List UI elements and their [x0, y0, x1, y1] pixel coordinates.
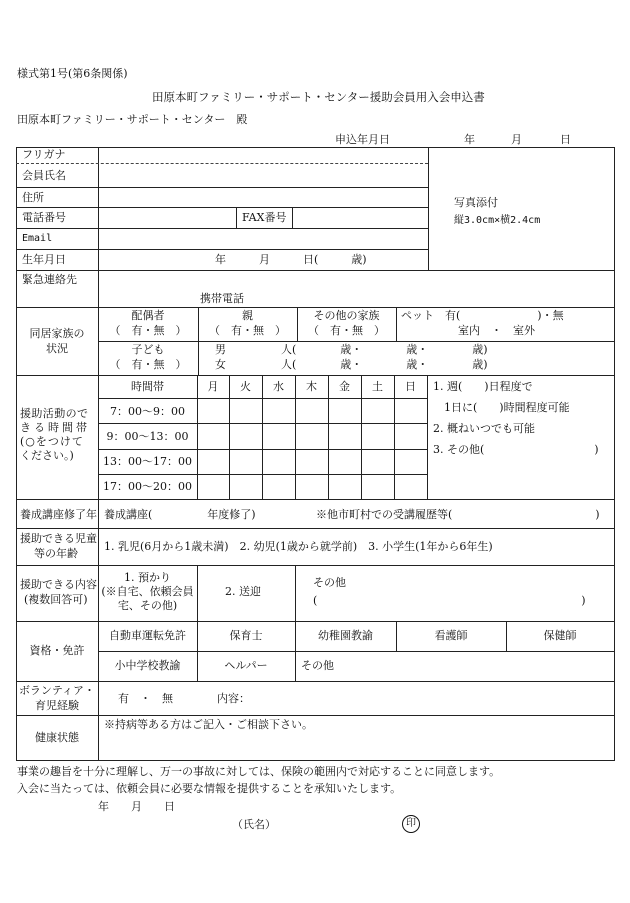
time-slot-3: 13：00～17：00: [103, 455, 192, 468]
day-tue: 火: [240, 380, 251, 393]
schedule-label-1: 援助活動ので: [20, 407, 89, 420]
spouse-option: （ 有・無 ）: [109, 324, 187, 337]
birth-date-label: 生年月日: [22, 253, 66, 266]
content-option-1: 1. 預かり: [124, 571, 171, 584]
signature-date: 年 月 日: [98, 800, 175, 813]
children-label: 子ども: [131, 343, 165, 356]
form-title: 田原本町ファミリー・サポート・センター援助会員用入会申込書: [152, 90, 485, 104]
date-day: 日: [560, 133, 571, 146]
time-slot-1: 7：00～9：00: [110, 405, 185, 418]
qual-helper: ヘルパー: [224, 659, 268, 672]
date-month: 月: [511, 133, 522, 146]
qual-public-health-nurse: 保健師: [543, 629, 577, 642]
pet-place: 室内 ・ 室外: [458, 324, 535, 337]
application-date-label: 申込年月日: [335, 133, 390, 146]
qual-nurse: 看護師: [434, 629, 468, 642]
email-label: Email: [22, 233, 53, 244]
form-number: 様式第1号(第6条関係): [17, 67, 128, 80]
schedule-option-1b: 1日に( )時間程度可能: [444, 401, 570, 414]
children-age-label-2: 等の年齢: [34, 547, 78, 560]
birth-date-fill: 年 月 日( 歳): [215, 253, 367, 266]
content-option-2: 2. 送迎: [225, 585, 261, 598]
day-sun: 日: [405, 380, 416, 393]
volunteer-yes-no: 有 ・ 無: [118, 692, 173, 705]
content-option-3: その他: [313, 576, 346, 589]
volunteer-label-1: ボランティア・: [18, 684, 96, 697]
name-label: （氏名）: [232, 818, 276, 831]
consent-statement-1: 事業の趣旨を十分に理解し、万一の事故に対しては、保険の範囲内で対応することに同意します。: [17, 765, 501, 778]
time-slot-2: 9：00～13：00: [106, 430, 189, 443]
pet-label: ペット 有( )・無: [401, 309, 564, 322]
day-mon: 月: [207, 380, 219, 393]
day-thu: 木: [306, 380, 317, 393]
qualifications-label: 資格・免許: [29, 644, 85, 657]
female-children: 女 人( 歳・ 歳・ 歳): [215, 358, 488, 371]
male-children: 男 人( 歳・ 歳・ 歳): [215, 343, 488, 356]
health-label: 健康状態: [35, 731, 79, 744]
schedule-option-3: 3. その他( ): [433, 443, 599, 456]
family-label-2: 状況: [46, 342, 68, 355]
schedule-option-2: 2. 概ねいつでも可能: [433, 422, 535, 435]
qual-other: その他: [301, 659, 334, 672]
other-family-option: （ 有・無 ）: [308, 324, 385, 337]
schedule-label-3: (○をつけて: [20, 435, 84, 448]
emergency-contact-label: 緊急連絡先: [22, 273, 77, 286]
content-label-2: (複数回答可): [24, 593, 88, 606]
parent-option: （ 有・無 ）: [209, 324, 286, 337]
schedule-label-2: きる時間帯: [20, 421, 90, 434]
qual-driving-license: 自動車運転免許: [109, 629, 186, 642]
content-label-1: 援助できる内容: [20, 578, 97, 591]
day-fri: 金: [339, 380, 350, 393]
family-label-1: 同居家族の: [29, 327, 85, 340]
children-age-label-1: 援助できる児童: [20, 532, 97, 545]
photo-size: 縦3.0cm×横2.4cm: [454, 215, 541, 226]
schedule-option-1: 1. 週( )日程度で: [433, 380, 533, 393]
qual-nursery-teacher: 保育士: [229, 629, 263, 642]
addressee: 田原本町ファミリー・サポート・センター 殿: [17, 113, 248, 126]
content-option-1-detail-a: (※自宅、依頼会員: [101, 585, 194, 598]
children-option: （ 有・無 ）: [109, 358, 187, 371]
date-year: 年: [464, 133, 475, 146]
children-age-options: 1. 乳児(6月から1歳未満) 2. 幼児(1歳から就学前) 3. 小学生(1年から6年生): [104, 540, 493, 553]
volunteer-content-label: 内容：: [217, 692, 250, 705]
day-sat: 土: [372, 380, 383, 393]
training-label: 養成講座修了年: [20, 508, 97, 521]
qual-school-teacher: 小中学校教諭: [114, 659, 181, 672]
spouse-label: 配偶者: [131, 309, 165, 322]
time-slot-header: 時間帯: [131, 380, 164, 393]
content-option-1-detail-b: 宅、その他): [117, 599, 178, 612]
seal-mark: 印: [402, 815, 420, 833]
phone-label: 電話番号: [22, 211, 66, 224]
schedule-label-4: ください。): [20, 449, 74, 462]
content-option-3-fill: ( ): [313, 594, 586, 607]
fax-label: FAX番号: [242, 211, 287, 224]
health-note: ※持病等ある方はご記入・ご相談下さい。: [104, 718, 313, 731]
photo-label: 写真添付: [454, 196, 498, 209]
mobile-phone-label: 携帯電話: [200, 292, 244, 305]
member-name-label: 会員氏名: [22, 169, 66, 182]
qual-kindergarten-teacher: 幼稚園教諭: [318, 629, 373, 642]
time-slot-4: 17：00～20：00: [103, 480, 192, 493]
parent-label: 親: [242, 309, 253, 322]
address-label: 住所: [22, 191, 44, 204]
other-family-label: その他の家族: [313, 309, 380, 322]
training-value: 養成講座( 年度修了): [104, 508, 256, 521]
furigana-label: フリガナ: [22, 148, 66, 161]
training-other-history: ※他市町村での受講履歴等( ): [316, 508, 600, 521]
consent-statement-2: 入会に当たっては、依頼会員に必要な情報を提供することを承知いたします。: [17, 782, 402, 795]
day-wed: 水: [273, 380, 284, 393]
volunteer-label-2: 育児経験: [35, 699, 79, 712]
